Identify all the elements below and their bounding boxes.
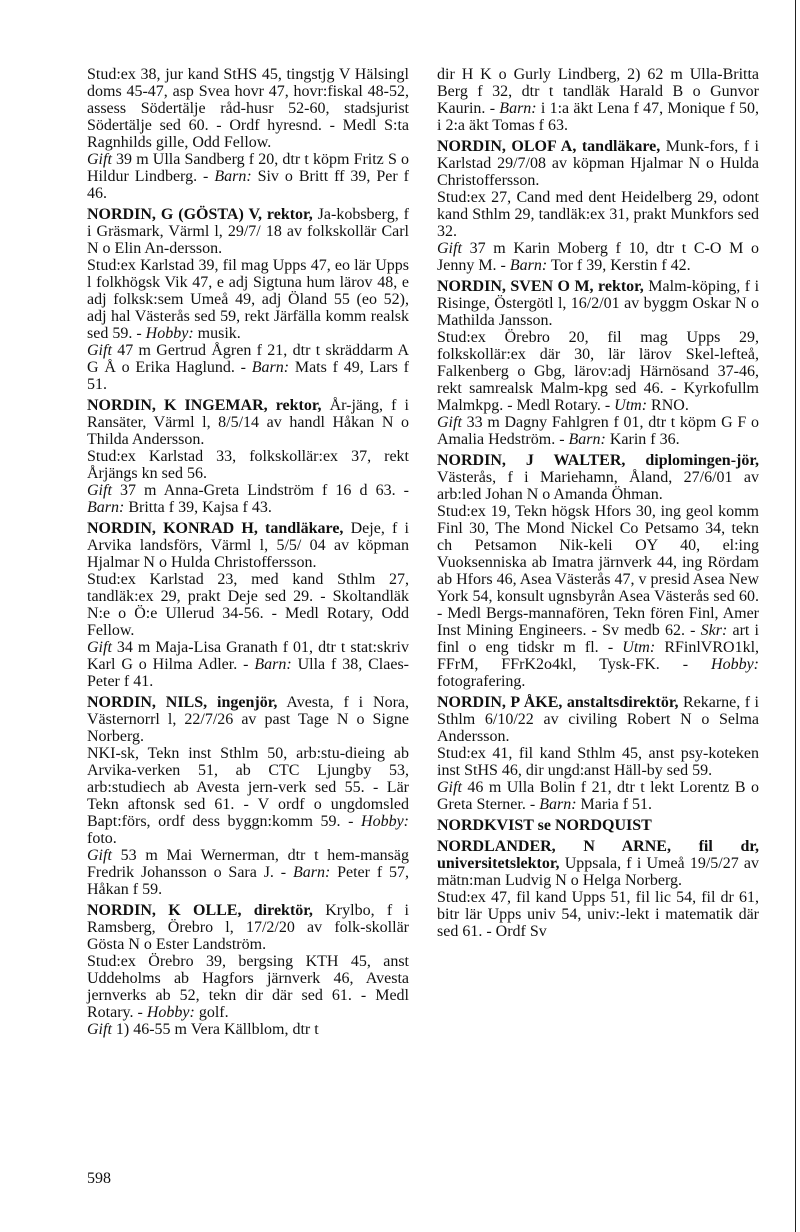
entry-paragraph — [437, 779, 759, 813]
entry-paragraph — [437, 329, 759, 414]
skr-label: Skr: — [700, 622, 728, 639]
entry-text: 53 m Mai Wernerman, dtr t hem-mansäg Fredrik Johansson o Sara J. - — [87, 847, 409, 881]
entry-paragraph — [437, 66, 759, 134]
entry-paragraph — [87, 745, 409, 847]
entry-text: 33 m Dagny Fahlgren f 01, dtr t köpm G F o Amalia Hedström. - — [437, 414, 759, 448]
entry-text: 34 m Maja-Lisa Granath f 01, dtr t stat:skriv Karl G o Hilma Adler. - — [87, 639, 409, 673]
entry-text: RFinlVRO1kl, FFrM, FFrK2o4kl, Tysk-FK. - — [437, 639, 760, 673]
entry-paragraph — [437, 278, 759, 329]
entry-paragraph — [87, 694, 409, 745]
entry-text: 47 m Gertrud Ågren f 21, dtr t skräddarm A G Å o Erika Haglund. - — [87, 342, 409, 376]
entry-paragraph — [437, 189, 759, 240]
entry-paragraph — [437, 138, 759, 189]
page-number: 598 — [87, 1170, 111, 1187]
entry-paragraph — [87, 1021, 409, 1038]
entry-text: Munk-fors, f i Karlstad 29/7/08 av köpman Hjalmar N o Hulda Christoffersson. — [437, 138, 759, 189]
entry-text: Västerås, f i Mariehamn, Åland, 27/6/01 av arb:led Johan N o Amanda Öhman. — [437, 469, 759, 503]
entry-text: Stud:ex Örebro 39, bergsing KTH 45, anst Uddeholms ab Hagfors järnverk 46, Avesta jernverks ab 52, tekn dir där sed 61. - Medl Rotary. - — [87, 953, 409, 1021]
entry-text: Stud:ex 38, jur kand StHS 45, tingstjg V Hälsingl doms 45-47, asp Svea hovr 47, hovr:fiskal 48-52, assess Södertälje råd-husr 52-60, stadsjurist Södertälje sed 60. - Ordf hyresnd. - Medl S:ta Ragnhilds gille, Odd Fellow. — [87, 66, 409, 151]
gift-label: Gift — [87, 847, 112, 864]
hobby-label: Hobby: — [711, 656, 759, 673]
entry-text: Ja-kobsberg, f i Gräsmark, Värml l, 29/7/ 18 av folkskollär Carl N o Elin An-dersson. — [87, 206, 410, 257]
entry-paragraph — [437, 694, 759, 745]
entry-heading: NORDIN, OLOF A, tandläkare, — [437, 138, 661, 155]
hobby-label: Hobby: — [145, 325, 194, 342]
entry-paragraph — [87, 520, 409, 571]
entry-heading: NORDIN, G (GÖSTA) V, rektor, — [87, 206, 313, 223]
entry-paragraph — [87, 66, 409, 151]
entry-text: Malm-köping, f i Risinge, Östergötl l, 16/2/01 av byggm Oskar N o Mathilda Jansson. — [437, 278, 760, 329]
entry-paragraph — [437, 452, 759, 503]
entry-paragraph — [437, 503, 759, 690]
entry-text: Stud:ex 41, fil kand Sthlm 45, anst psy-koteken inst StHS 46, dir ungd:anst Häll-by sed 59. — [437, 745, 759, 779]
entry-text: art i finl o eng tidskr m fl. - — [437, 622, 759, 656]
entry-paragraph — [87, 482, 409, 516]
left-column — [87, 66, 409, 1038]
entry-text: Stud:ex Karlstad 39, fil mag Upps 47, eo lär Upps l folkhögsk Vik 47, e adj Sigtuna hum lärov 48, e adj folksk:sem Umeå 49, adj Öland 55 (eo 52), adj hal Västerås sed 59, rekt Järfälla komm realsk sed 59. - — [87, 257, 409, 342]
entry-text: 46 m Ulla Bolin f 21, dtr t lekt Lorentz B o Greta Sterner. - — [437, 779, 759, 813]
entry-heading: NORDLANDER, N ARNE, fil dr, universitetslektor, — [437, 838, 759, 872]
entry-paragraph — [87, 151, 409, 202]
utm-label: Utm: — [622, 639, 656, 656]
gift-label: Gift — [87, 639, 112, 656]
entry-heading: NORDIN, K OLLE, direktör, — [87, 902, 313, 919]
barn-label: Barn: — [499, 100, 537, 117]
page-edge-line — [795, 0, 796, 1232]
gift-label: Gift — [437, 414, 462, 431]
entry-paragraph — [437, 240, 759, 274]
utm-label: Utm: — [614, 397, 648, 414]
entry-text: 37 m Anna-Greta Lindström f 16 d 63. - — [111, 482, 409, 499]
entry-heading: NORDKVIST se NORDQUIST — [437, 817, 652, 834]
entry-paragraph — [437, 889, 759, 940]
gift-label: Gift — [87, 1021, 112, 1038]
entry-text: Stud:ex Karlstad 23, med kand Sthlm 27, tandläk:ex 29, prakt Deje sed 29. - Skoltandläk N:e o Ö:e Ullerud 34-56. - Medl Rotary, Odd Fellow. — [87, 571, 409, 639]
entry-text: Stud:ex 47, fil kand Upps 51, fil lic 54, fil dr 61, bitr lär Upps univ 54, univ:-lekt i matematik där sed 61. - Ordf Sv — [437, 889, 759, 940]
entry-heading: NORDIN, P ÅKE, anstaltsdirektör, — [437, 694, 679, 711]
entry-text: Stud:ex Örebro 20, fil mag Upps 29, folkskollär:ex där 30, lär lärov Skel-lefteå, Falkenberg o Gbg, lärov:adj Härnösand 37-46, rekt samrealsk Malm-kpg sed 46. - Kyrkofullm Malmkpg. - Medl Rotary. - — [437, 329, 759, 414]
barn-label: Barn: — [539, 796, 577, 813]
entry-paragraph — [87, 847, 409, 898]
entry-text: golf. — [194, 1004, 229, 1021]
right-column — [437, 66, 759, 940]
entry-text: Deje, f i Arvika landsförs, Värml l, 5/5/ 04 av köpman Hjalmar N o Hulda Christoffersson. — [87, 520, 409, 571]
entry-text: Stud:ex 19, Tekn högsk Hfors 30, ing geol komm Finl 30, The Mond Nickel Co Petsamo 34, tekn ch Petsamon Nik-keli OY 40, el:ing Vuoksenniska ab Imatra järnverk 44, ing Rördam ab Hfors 46, Asea Västerås 47, v presid Asea New York 54, konsult ugnsbyrån Asea Västerås sed 60. - Medl Bergs-mannafören, Tekn fören Finl, Amer Inst Mining Engineers. - Sv medb 62. - — [437, 503, 759, 639]
entry-heading: NORDIN, J WALTER, diplomingen-jör, — [437, 452, 759, 469]
entry-heading: NORDIN, NILS, ingenjör, — [87, 694, 278, 711]
entry-text: Siv o Britt ff 39, Per f 46. — [87, 168, 409, 202]
entry-paragraph — [87, 397, 409, 448]
entry-paragraph — [437, 838, 759, 889]
entry-text: Stud:ex Karlstad 33, folkskollär:ex 37, rekt Årjängs kn sed 56. — [87, 448, 409, 482]
entry-text: Peter f 57, Håkan f 59. — [87, 864, 409, 898]
barn-label: Barn: — [251, 359, 290, 376]
entry-paragraph — [87, 902, 409, 953]
barn-label: Barn: — [254, 656, 292, 673]
gift-label: Gift — [87, 151, 112, 168]
gift-label: Gift — [87, 482, 112, 499]
gift-label: Gift — [87, 342, 112, 359]
entry-text: Ulla f 38, Claes-Peter f 41. — [87, 656, 410, 690]
entry-paragraph — [437, 414, 759, 448]
entry-heading: NORDIN, SVEN O M, rektor, — [437, 278, 644, 295]
gift-label: Gift — [437, 240, 462, 257]
entry-text: i 1:a äkt Lena f 47, Monique f 50, i 2:a äkt Tomas f 63. — [437, 100, 759, 134]
entry-paragraph — [87, 448, 409, 482]
barn-label: Barn: — [214, 168, 252, 185]
entry-heading: NORDIN, K INGEMAR, rektor, — [87, 397, 322, 414]
entry-text: foto. — [87, 830, 117, 847]
entry-paragraph — [87, 257, 409, 342]
entry-paragraph — [87, 639, 409, 690]
entry-text: musik. — [193, 325, 241, 342]
entry-text: RNO. — [647, 397, 689, 414]
entry-text: År-jäng, f i Ransäter, Värml l, 8/5/14 av handl Håkan N o Thilda Andersson. — [87, 397, 409, 448]
entry-text: Maria f 51. — [576, 796, 653, 813]
hobby-label: Hobby: — [361, 813, 409, 830]
entry-paragraph — [437, 817, 759, 834]
entry-text: Britta f 39, Kajsa f 43. — [124, 499, 272, 516]
barn-label: Barn: — [292, 864, 331, 881]
entry-paragraph — [87, 571, 409, 639]
entry-text: Tor f 39, Kerstin f 42. — [547, 257, 691, 274]
entry-text: Karin f 36. — [605, 431, 680, 448]
entry-text: 37 m Karin Moberg f 10, dtr t C-O M o Jenny M. - — [437, 240, 759, 274]
barn-label: Barn: — [509, 257, 548, 274]
entry-paragraph — [87, 953, 409, 1021]
barn-label: Barn: — [87, 499, 125, 516]
entry-paragraph — [87, 342, 409, 393]
entry-text: Uppsala, f i Umeå 19/5/27 av mätn:man Ludvig N o Helga Norberg. — [437, 855, 759, 889]
entry-text: Stud:ex 27, Cand med dent Heidelberg 29, odont kand Sthlm 29, tandläk:ex 31, prakt Munkfors sed 32. — [437, 189, 759, 240]
hobby-label: Hobby: — [146, 1004, 195, 1021]
entry-heading: NORDIN, KONRAD H, tandläkare, — [87, 520, 344, 537]
entry-text: Mats f 49, Lars f 51. — [87, 359, 409, 393]
entry-paragraph — [437, 745, 759, 779]
entry-text: dir H K o Gurly Lindberg, 2) 62 m Ulla-Britta Berg f 32, dtr t tandläk Harald B o Gunvor Kaurin. - — [437, 66, 759, 117]
entry-paragraph — [87, 206, 409, 257]
entry-text: 1) 46-55 m Vera Källblom, dtr t — [111, 1021, 319, 1038]
entry-text: 39 m Ulla Sandberg f 20, dtr t köpm Fritz S o Hildur Lindberg. - — [87, 151, 409, 185]
entry-text: Avesta, f i Nora, Västernorrl l, 22/7/26 av past Tage N o Signe Norberg. — [87, 694, 409, 745]
entry-text: Rekarne, f i Sthlm 6/10/22 av civiling Robert N o Selma Andersson. — [437, 694, 759, 745]
entry-text: Krylbo, f i Ramsberg, Örebro l, 17/2/20 av folk-skollär Gösta N o Ester Landström. — [87, 902, 409, 953]
entry-text: fotografering. — [437, 673, 526, 690]
entry-text: NKI-sk, Tekn inst Sthlm 50, arb:stu-dieing ab Arvika-verken 51, ab CTC Ljungby 53, arb:studiech ab Avesta jern-verk sed 55. - Lär Tekn aftonsk sed 61. - V ordf o ungdomsled Bapt:förs, ordf dess byggn:komm 59. - — [87, 745, 409, 830]
gift-label: Gift — [437, 779, 462, 796]
barn-label: Barn: — [568, 431, 606, 448]
